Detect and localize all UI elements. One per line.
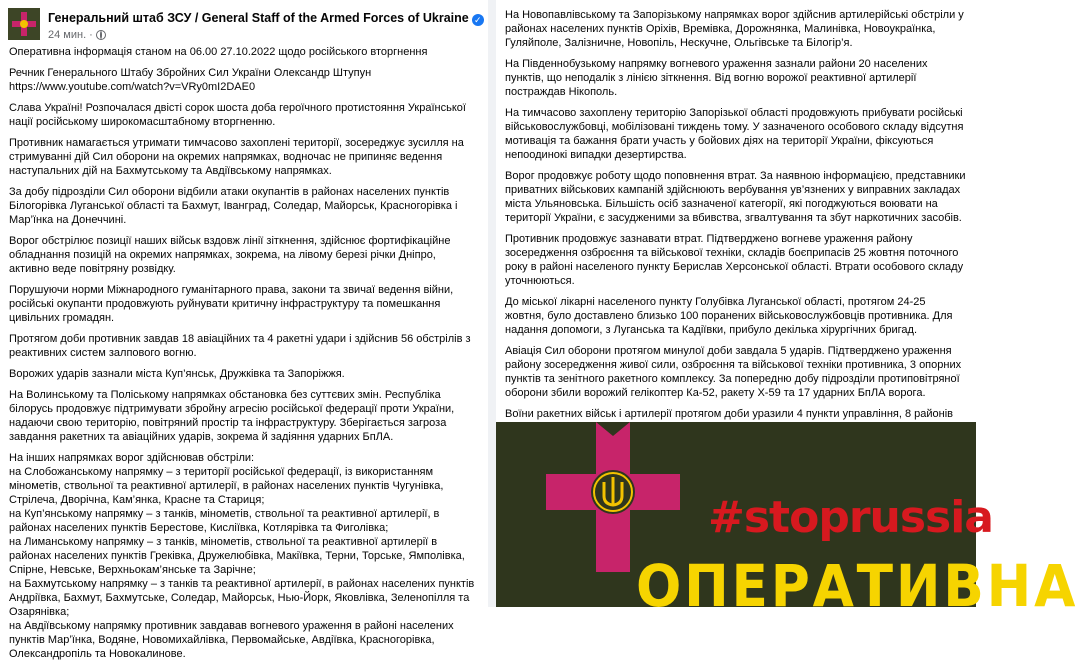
post-text-left <box>9 45 479 661</box>
page-avatar[interactable] <box>8 8 40 40</box>
post-left-column <box>0 0 488 660</box>
post-text-right <box>505 8 967 477</box>
post-paragraph: На Новопавлівському та Запорізькому напрямках ворог здійснив артилерійські обстріли у районах населених пунктів Оріхів, Времівка, Дорожнянка, Малинівка, Новоукраїнка, Гуляйполе, Залізничне, Новопіль, Нескучне, Ольгівське та Білогір’я. <box>505 9 964 49</box>
post-paragraph: За добу підрозділи Сил оборони відбили атаки окупантів в районах населених пунктів Білогорівка Луганської області та Бахмут, Іванград, Соледар, Майорськ, Красногорівка і Мар’їнка на Донеччині. <box>9 186 458 226</box>
verified-badge-icon: ✓ <box>472 14 484 26</box>
youtube-link[interactable]: https://www.youtube.com/watch?v=VRy0mI2DAE0 <box>9 81 256 93</box>
column-divider <box>488 0 496 607</box>
shelling-intro: На інших напрямках ворог здійснював обстріли: <box>9 452 255 464</box>
post-paragraph: Протягом доби противник завдав 18 авіаційних та 4 ракетні удари і здійснив 56 обстрілів з реактивних систем залпового вогню. <box>9 333 471 359</box>
post-paragraph: Противник продовжує зазнавати втрат. Підтверджено вогневе ураження району зосередження озброєння та військової техніки, складів боєприпасів 25 жовтня поточного року в районі населеного пункту Берислав Херсонської області. Втрати особового складу уточнюються. <box>505 233 964 287</box>
post-meta <box>48 29 106 41</box>
shelling-line: на Бахмутському напрямку – з танків та реактивної артилерії, в районах населених пунктів Андріївка, Бахмут, Бахмутське, Соледар, Майорськ, Нью-Йорк, Яковлівка, Зеленопілля та Озарянівка; <box>9 578 475 618</box>
post-title: Оперативна інформація станом на 06.00 27.10.2022 щодо російського вторгнення <box>9 46 428 58</box>
shelling-line: на Авдіївському напрямку противник завдавав вогневого ураження в районі населених пунктів Мар’їнка, Водяне, Новомихайлівка, Первомайське, Авдіївка, Красногорівка, Олександропіль та Новокалинове. <box>9 620 454 660</box>
page-name-text[interactable]: Генеральний штаб ЗСУ / General Staff of the Armed Forces of Ukraine <box>48 11 469 25</box>
post-speaker: Речник Генерального Штабу Збройних Сил України Олександр Штупун <box>9 67 372 79</box>
post-image-banner[interactable] <box>496 422 1078 620</box>
post-paragraph: Воїни ракетних військ і артилерії протягом доби уразили 4 пункти управління, 8 районів <box>505 408 954 420</box>
post-paragraph: Порушуючи норми Міжнародного гуманітарного права, закони та звичаї ведення війни, російські окупанти продовжують руйнувати критичну інфраструктуру та помешкання цивільних громадян. <box>9 284 454 324</box>
post-time[interactable]: 24 мин. · <box>48 29 93 41</box>
post-header <box>8 8 482 42</box>
post-paragraph: Авіація Сил оборони протягом минулої доби завдала 5 ударів. Підтверджено ураження району зосередження живої сили, озброєння та військової техніки противника, 3 опорних пунктів та зенітного ракетного комплексу. За попередню добу підрозділи протиповітряної оборони збили ворожий гелікоптер Ка-52, ракету Х-59 та 17 ударних БпЛА ворога. <box>505 345 962 399</box>
armed-forces-emblem-icon <box>8 8 40 40</box>
post-paragraph: Ворог продовжує роботу щодо поповнення втрат. За наявною інформацією, представники приватних військових кампаній здійснюють вербування ув’язнених у виправних закладах міста Ульяновська. Більшість осіб зазначеної категорії, які погоджуються воювати на території України, є засудженими за вбивства, згвалтування та збут наркотичних засобів. <box>505 170 966 224</box>
armed-forces-cross-emblem-icon <box>538 422 688 572</box>
globe-icon <box>96 30 106 40</box>
shelling-line: на Слобожанському напрямку – з території російської федерації, із використанням мінометів, ствольної та реактивної артилерії, в районах населених пунктів Чугунівка, Стрілеча, Дворічна, Кам’янка, Красне та Стариця; <box>9 466 444 506</box>
post-paragraph: Противник намагається утримати тимчасово захоплені території, зосереджує зусилля на стримуванні дій Сил оборони на окремих напрямках, водночас не припиняє ведення наступальних дій на Бахмутському та Авдіївському напрямках. <box>9 137 464 177</box>
post-paragraph: Слава Україні! Розпочалася двісті сорок шоста доба героїчного протистояння Української нації російському широкомасштабному вторгненню. <box>9 102 466 128</box>
post-paragraph: Ворог обстрілює позиції наших військ вздовж лінії зіткнення, здійснює фортифікаційне обладнання позицій на окремих напрямках, зокрема, на лівому березі річки Дніпро, активно веде повітряну розвідку. <box>9 235 451 275</box>
post-paragraph: Ворожих ударів зазнали міста Куп’янськ, Дружківка та Запоріжжя. <box>9 368 345 380</box>
shelling-line: на Лиманському напрямку – з танків, мінометів, ствольної та реактивної артилерії в районах населених пунктів Греківка, Дружелюбівка, Макіївка, Терни, Торське, Ямполівка, Спірне, Невське, Верхньокам’янське та Зарічне; <box>9 536 465 576</box>
post-paragraph: До міської лікарні населеного пункту Голубівка Луганської області, протягом 24-25 жовтня, було доставлено близько 100 поранених військовослужбовців противника. Для надання допомоги, з Луганська та Кадіївки, прибуло декілька хірургічних бригад. <box>505 296 953 336</box>
page-name[interactable] <box>48 11 484 26</box>
post-paragraph: На Південнобузькому напрямку вогневого ураження зазнали райони 20 населених пунктів, що неподалік з лінією зіткнення. Від вогню ворожої реактивної артилерії постраждав Нікополь. <box>505 58 928 98</box>
banner-title: ОПЕРАТИВНА <box>636 552 1078 620</box>
post-paragraph: На Волинському та Поліському напрямках обстановка без суттєвих змін. Республіка білорусь продовжує підтримувати збройну агресію російської федерації проти України, надаючи свою територію, повітряний простір та інфраструктуру. Зберігається загроза завдання ракетних та авіаційних ударів, зокрема й задіяння ударних БпЛА. <box>9 389 455 443</box>
banner-hashtag: #stoprussia <box>708 492 993 543</box>
post-paragraph: На тимчасово захоплену територію Запорізької області продовжують прибувати російські військовослужбовці, мобілізовані тиждень тому. У зазначеного особового складу відсутня мотивація та бажання брати участь у бойових діях на території України, фіксуються непоодинокі випадки дезертирства. <box>505 107 964 161</box>
post-right-column <box>496 0 1078 620</box>
shelling-line: на Куп’янському напрямку – з танків, мінометів, ствольної та реактивної артилерії, в районах населених пунктів Берестове, Кисліївка, Котлярівка та Фиголівка; <box>9 508 440 534</box>
